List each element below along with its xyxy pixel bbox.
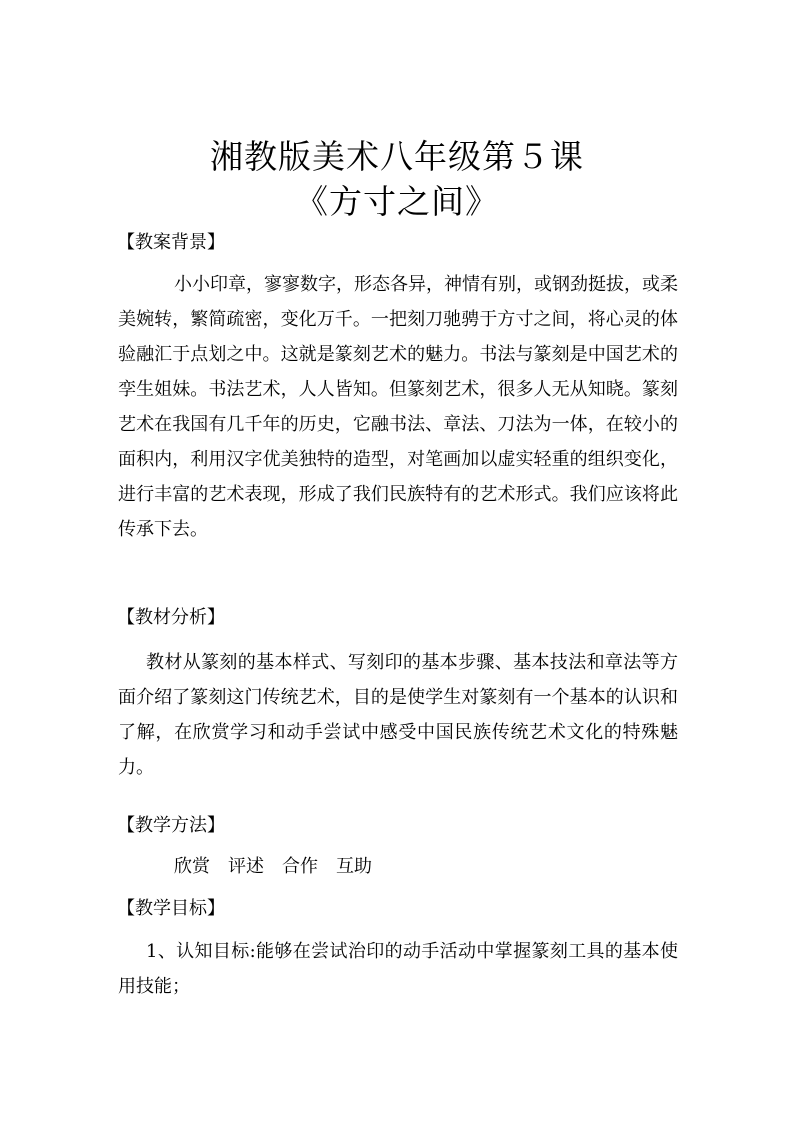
section-text-methods: 欣赏 评述 合作 互助: [174, 856, 372, 877]
section-heading-goals: 【教学目标】: [117, 898, 225, 919]
section-text-goals: 1、认知目标:能够在尝试治印的动手活动中掌握篆刻工具的基本使用技能；: [118, 941, 678, 997]
section-text-analysis: 教材从篆刻的基本样式、写刻印的基本步骤、基本技法和章法等方面介绍了篆刻这门传统艺术，目的是使学生对篆刻有一个基本的认识和了解，在欣赏学习和动手尝试中感受中国民族传统艺术文化的特殊魅力。: [118, 652, 678, 778]
lesson-title: 《方寸之间》: [295, 182, 499, 221]
section-heading-methods: 【教学方法】: [117, 815, 225, 836]
document-title: 湘教版美术八年级第５课: [210, 137, 584, 176]
section-heading-analysis: 【教材分析】: [117, 607, 225, 628]
section-heading-background: 【教案背景】: [117, 232, 225, 253]
section-text-background: 小小印章，寥寥数字，形态各异，神情有别，或钢劲挺拔，或柔美婉转，繁简疏密，变化万千。一把刻刀驰骋于方寸之间，将心灵的体验融汇于点划之中。这就是篆刻艺术的魅力。书法与篆刻是中国艺术的孪生姐妹。书法艺术，人人皆知。但篆刻艺术，很多人无从知晓。篆刻艺术在我国有几千年的历史，它融书法、章法、刀法为一体，在较小的面积内，利用汉字优美独特的造型，对笔画加以虚实轻重的组织变化，进行丰富的艺术表现，形成了我们民族特有的艺术形式。我们应该将此传承下去。: [118, 274, 678, 540]
